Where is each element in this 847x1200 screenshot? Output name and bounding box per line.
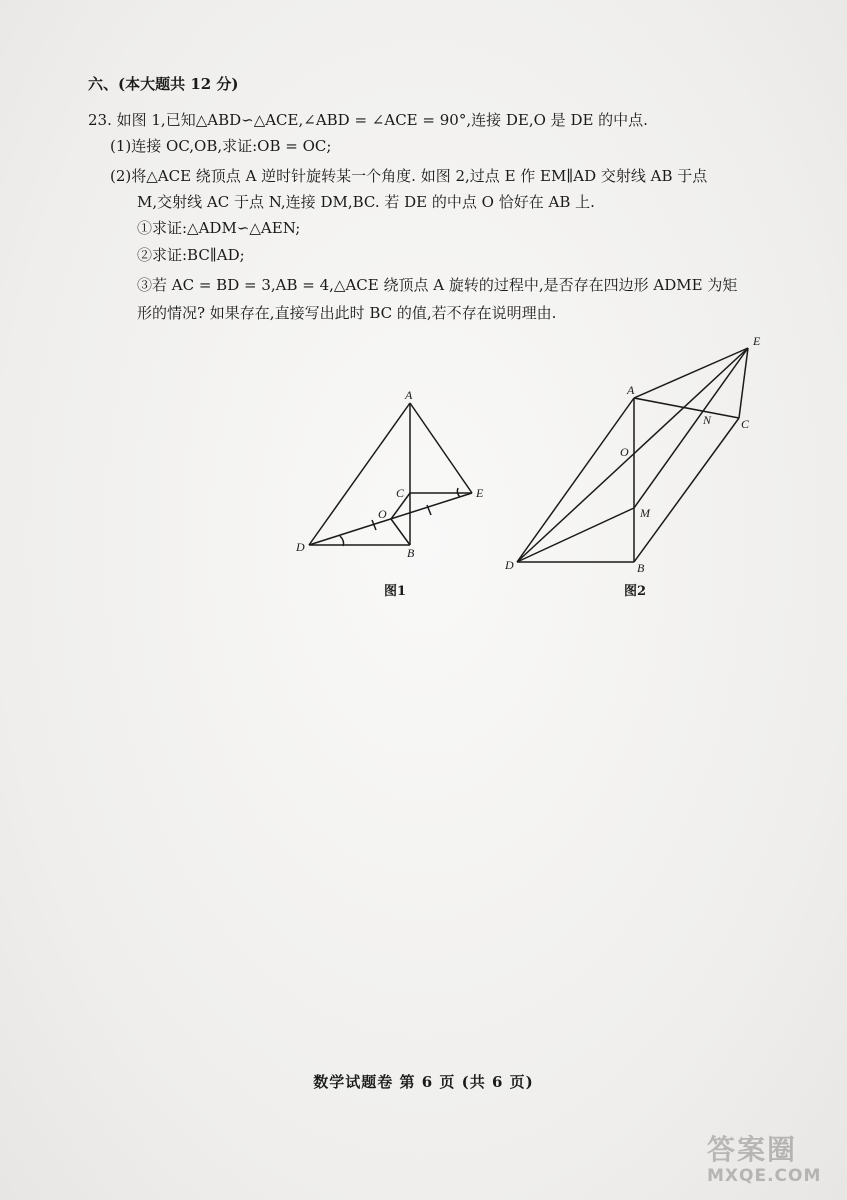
fig1-label-a: A xyxy=(405,388,413,402)
watermark-text-top: 答案圈 xyxy=(707,1133,798,1166)
fig1-label-c: C xyxy=(396,486,405,500)
question-line-2: (1)连接 OC,OB,求证:OB = OC; xyxy=(110,137,332,155)
fig2-label-o: O xyxy=(620,445,629,459)
page-footer: 数学试题卷 第 6 页 (共 6 页) xyxy=(313,1073,534,1091)
fig1-label-e: E xyxy=(476,486,484,500)
fig1-label-o: O xyxy=(378,507,387,521)
fig2-label-d: D xyxy=(505,558,514,572)
question-line-8: 形的情况? 如果存在,直接写出此时 BC 的值,若不存在说明理由. xyxy=(137,304,557,322)
fig2-label-b: B xyxy=(637,561,645,575)
fig2-label-m: M xyxy=(640,506,650,520)
figure-1-caption: 图1 xyxy=(384,584,407,599)
figure-2-caption: 图2 xyxy=(624,584,647,599)
question-line-3: (2)将△ACE 绕顶点 A 逆时针旋转某一个角度. 如图 2,过点 E 作 EM∥AD 交射线 AB 于点 xyxy=(110,167,708,185)
fig2-label-a: A xyxy=(627,383,635,397)
fig2-label-c: C xyxy=(741,417,750,431)
question-line-5: ①求证:△ADM∽△AEN; xyxy=(137,219,301,237)
question-line-7: ③若 AC = BD = 3,AB = 4,△ACE 绕顶点 A 旋转的过程中,是否存在四边形 ADME 为矩 xyxy=(137,276,738,294)
fig1-label-d: D xyxy=(296,540,305,554)
fig1-label-b: B xyxy=(407,546,415,560)
fig2-label-e: E xyxy=(753,334,761,348)
fig2-label-n: N xyxy=(703,413,712,427)
question-line-1: 23. 如图 1,已知△ABD∽△ACE,∠ABD = ∠ACE = 90°,连接 DE,O 是 DE 的中点. xyxy=(88,111,648,129)
watermark-logo xyxy=(707,1128,837,1198)
section-title: 六、(本大题共 12 分) xyxy=(88,75,239,93)
question-line-6: ②求证:BC∥AD; xyxy=(137,246,245,264)
question-line-4: M,交射线 AC 于点 N,连接 DM,BC. 若 DE 的中点 O 恰好在 AB 上. xyxy=(137,193,595,211)
watermark-text-bottom: MXQE.COM xyxy=(707,1166,822,1186)
